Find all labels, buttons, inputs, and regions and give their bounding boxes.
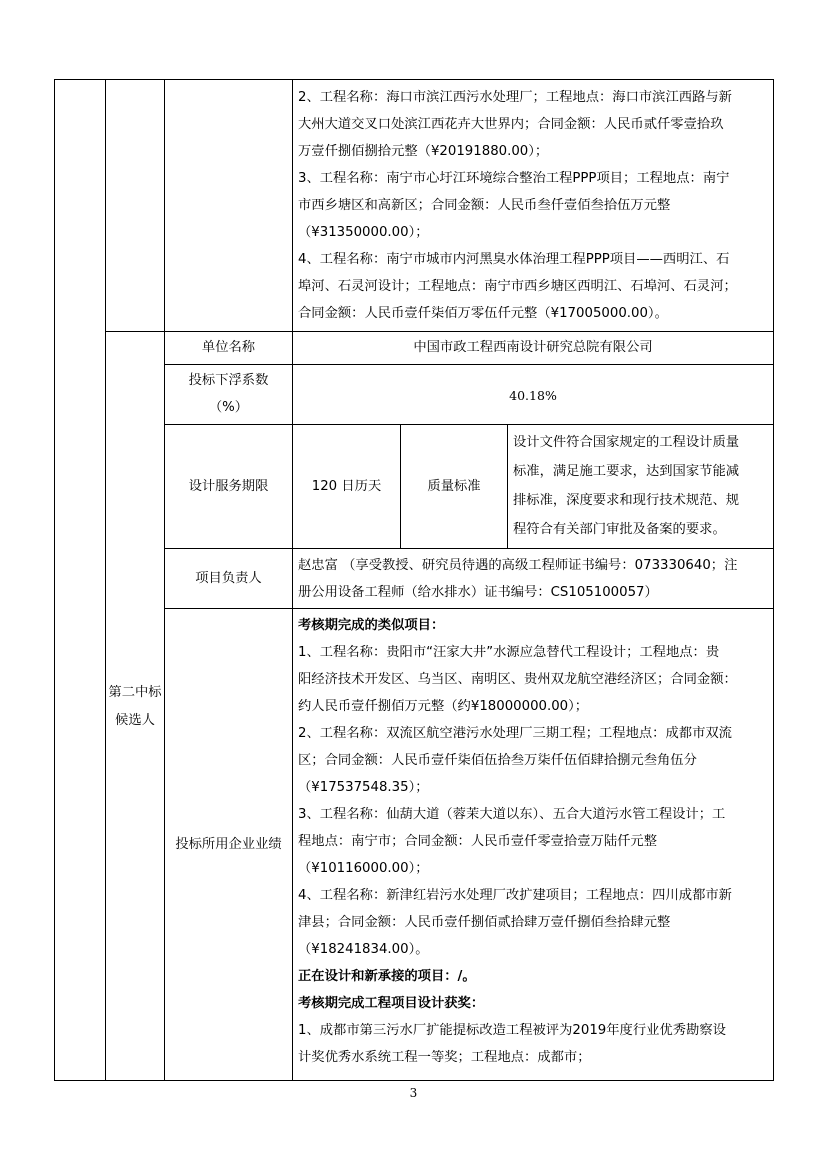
performance-line: 3、工程名称：仙葫大道（蓉茉大道以东）、五合大道污水管工程设计；工 [298,807,726,822]
text-line: 万壹仟捌佰捌拾元整（¥20191880.00）； [298,144,549,159]
column-divider [105,79,106,1081]
manager-line: 赵忠富 （享受教授、研究员待遇的高级工程师证书编号：073330640；注 [298,558,738,573]
performance-line: 津县；合同金额：人民币壹仟捌佰贰拾肆万壹仟捌佰叁拾肆元整 [298,915,671,930]
candidate-label-line: 第二中标 [108,685,162,700]
performance-line: 1、工程名称：贵阳市“汪家大井”水源应急替代工程设计；工程地点：贵 [298,645,720,660]
table-border-right [773,79,774,1081]
quality-line: 排标准，深度要求和现行技术规范、规 [513,493,740,508]
performance-line: 2、工程名称：双流区航空港污水处理厂三期工程；工程地点：成都市双流 [298,726,732,741]
bid-float-label-line: 投标下浮系数 [188,373,269,388]
previous-projects-text [298,84,770,327]
row-divider [164,548,774,549]
performance-heading: 考核期完成工程项目设计获奖： [298,996,485,1011]
manager-line: 册公用设备工程师（给水排水）证书编号：CS105100057） [298,585,658,600]
text-line: 埠河、石灵河设计；工程地点：南宁市西乡塘区西明江、石埠河、石灵河； [298,279,737,294]
performance-line: （¥18241834.00）。 [298,942,429,957]
table-border-left [54,79,55,1081]
performance-line: 约人民币壹仟捌佰万元整（约¥18000000.00）； [298,699,589,714]
quality-standard-value [513,428,771,544]
column-divider [292,79,293,1081]
unit-name-label: 单位名称 [201,340,256,355]
performance-line: （¥10116000.00）； [298,861,429,876]
row-divider [164,424,774,425]
performance-text [298,612,770,1071]
performance-line: 阳经济技术开发区、乌当区、南明区、贵州双龙航空港经济区；合同金额： [298,672,737,687]
candidate-label-line: 候选人 [115,713,155,728]
performance-line: 计奖优秀水系统工程一等奖；工程地点：成都市； [298,1050,591,1065]
performance-line: （¥17537548.35）； [298,780,429,795]
text-line: 大州大道交叉口处滨江西花卉大世界内；合同金额：人民币贰仟零壹拾玖 [298,117,724,132]
table-border-bottom [54,1080,774,1081]
quality-line: 程符合有关部门审批及备案的要求。 [513,522,726,537]
project-manager-value [298,552,770,606]
performance-line: 1、成都市第三污水厂扩能提标改造工程被评为2019年度行业优秀勘察设 [298,1023,726,1038]
column-divider [507,424,508,548]
bid-float-label-line: （%） [208,400,249,415]
text-line: 4、工程名称：南宁市城市内河黑臭水体治理工程PPP项目——西明江、石 [298,252,730,267]
quality-standard-label: 质量标准 [427,479,481,494]
quality-line: 标准，满足施工要求，达到国家节能减 [513,464,740,479]
performance-line: 程地点：南宁市；合同金额：人民币壹仟零壹拾壹万陆仟元整 [298,834,658,849]
performance-line: 4、工程名称：新津红岩污水处理厂改扩建项目；工程地点：四川成都市新 [298,888,732,903]
text-line: 2、工程名称：海口市滨江西污水处理厂；工程地点：海口市滨江西路与新 [298,90,732,105]
text-line: 3、工程名称：南宁市心圩江环境综合整治工程PPP项目；工程地点：南宁 [298,171,730,186]
row-divider [105,331,774,332]
row-divider [164,364,774,365]
row-divider [164,608,774,609]
page-number: 3 [409,1086,418,1100]
text-line: 市西乡塘区和高新区；合同金额：人民币叁仟壹佰叁拾伍万元整 [298,198,671,213]
service-period-value: 120 日历天 [311,479,382,494]
performance-line: 区；合同金额：人民币壹仟柒佰伍拾叁万柒仟伍佰肆拾捌元叁角伍分 [298,753,697,768]
project-manager-label: 项目负责人 [195,571,262,586]
performance-label: 投标所用企业业绩 [175,837,282,852]
text-line: （¥31350000.00）； [298,225,429,240]
bid-float-label [165,367,292,421]
service-period-label: 设计服务期限 [188,479,269,494]
performance-heading: 正在设计和新承接的项目：/。 [298,969,476,984]
table-border-top [54,79,774,80]
candidate-rank-label [106,679,164,735]
bid-float-value: 40.18% [509,388,557,403]
unit-name-value: 中国市政工程西南设计研究总院有限公司 [413,340,653,355]
text-line: 合同金额：人民币壹仟柒佰万零伍仟元整（¥17005000.00）。 [298,306,668,321]
quality-line: 设计文件符合国家规定的工程设计质量 [513,435,740,450]
performance-heading: 考核期完成的类似项目： [298,618,445,633]
